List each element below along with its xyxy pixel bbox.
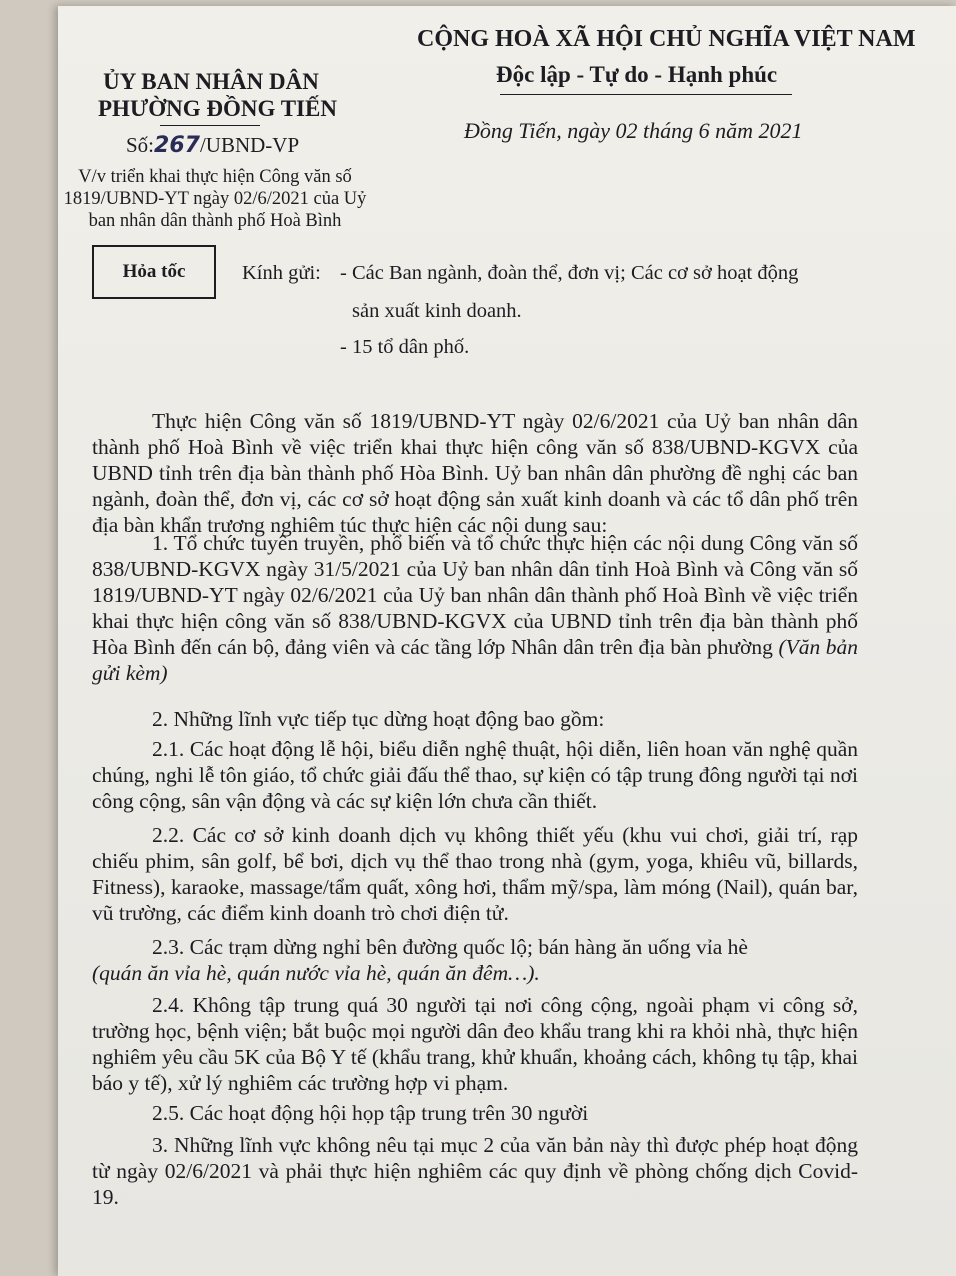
recipient-line-1: - Các Ban ngành, đoàn thể, đơn vị; Các cơ sở hoạt động [340,262,799,284]
paragraph-item-2 [92,706,858,732]
paragraph-item-2-2 [92,822,858,926]
item-2-5-text: 2.5. Các hoạt động hội họp tập trung trên 30 người [152,1101,589,1125]
item-2-1-text: 2.1. Các hoạt động lễ hội, biểu diễn nghệ thuật, hội diễn, liên hoan văn nghệ quần chúng, nghi lễ tôn giáo, tổ chức giải đấu thể thao, sự kiện có tập trung đông người tại nơi công cộng, sân vận động và các sự kiện lớn chưa cần thiết. [92,737,858,813]
national-motto: Độc lập - Tự do - Hạnh phúc [496,62,778,87]
issuing-authority [98,68,337,122]
document-number-handwritten: 267 [154,133,200,158]
recipient-greeting: Kính gửi: [242,262,321,284]
item-2-text: 2. Những lĩnh vực tiếp tục dừng hoạt động bao gồm: [152,707,605,731]
recipient-line-2: - 15 tổ dân phố. [340,336,470,358]
paragraph-item-2-4 [92,992,858,1096]
item-2-2-text: 2.2. Các cơ sở kinh doanh dịch vụ không thiết yếu (khu vui chơi, giải trí, rạp chiếu phim, sân golf, bể bơi, dịch vụ thể thao trong nhà (gym, yoga, khiêu vũ, billards, Fitness), karaoke, massage/tẩm quất, xông hơi, thẩm mỹ/spa, làm móng (Nail), quán bar, vũ trường, các điểm kinh doanh trò chơi điện tử. [92,823,858,925]
paragraph-intro [92,408,858,538]
national-title: CỘNG HOÀ XÃ HỘI CHỦ NGHĨA VIỆT NAM [417,26,916,52]
recipient-line-1-cont: sản xuất kinh doanh. [352,300,522,322]
document-number-suffix: /UBND-VP [199,133,300,157]
item-2-4-text: 2.4. Không tập trung quá 30 người tại nơi công cộng, ngoài phạm vi công sở, trường học, bệnh viện; bắt buộc mọi người dân đeo khẩu trang khi ra khỏi nhà, thực hiện nghiêm yêu cầu 5K của Bộ Y tế (khẩu trang, khử khuẩn, khoảng cách, không tụ tập, khai báo y tế), xử lý nghiêm các trường hợp vi phạm. [92,993,858,1095]
paragraph-item-1 [92,530,858,686]
subject-line: V/v triển khai thực hiện Công văn số [78,167,352,187]
paragraph-item-2-1 [92,736,858,814]
issuing-authority-line2: PHƯỜNG ĐỒNG TIẾN [98,96,337,121]
place-and-date: Đồng Tiến, ngày 02 tháng 6 năm 2021 [464,118,803,143]
subject-line: ban nhân dân thành phố Hoà Bình [88,211,342,231]
urgency-label: Hỏa tốc [122,261,186,282]
item-3-text: 3. Những lĩnh vực không nêu tại mục 2 của văn bản này thì được phép hoạt động từ ngày 02/6/2021 và phải thực hiện nghiêm các quy định về phòng chống dịch Covid-19. [92,1133,858,1209]
document-subject [50,166,380,232]
issuing-authority-line1: ỦY BAN NHÂN DÂN [103,69,319,94]
item-1-note: (Văn bản gửi kèm) [92,635,859,685]
motto-underline [500,94,792,95]
item-1-text: 1. Tổ chức tuyên truyền, phổ biến và tổ chức thực hiện các nội dung Công văn số 838/UBND-KGVX ngày 31/5/2021 của Uỷ ban nhân dân tỉnh Hoà Bình và Công văn số 1819/UBND-YT ngày 02/6/2021 của Uỷ ban nhân dân thành phố Hoà Bình về việc triển khai thực hiện công văn số 838/UBND-KGVX của UBND tỉnh trên địa bàn thành phố Hòa Bình đến cán bộ, đảng viên và các tầng lớp Nhân dân trên địa bàn phường [92,531,858,659]
document-number [126,133,299,158]
document-number-prefix: Số: [126,133,155,157]
item-2-3-text: 2.3. Các trạm dừng nghỉ bên đường quốc lộ; bán hàng ăn uống vỉa hè [152,935,748,959]
paragraph-item-2-5 [92,1100,858,1126]
subject-line: 1819/UBND-YT ngày 02/6/2021 của Uỷ [63,189,367,209]
intro-text: Thực hiện Công văn số 1819/UBND-YT ngày 02/6/2021 của Uỷ ban nhân dân thành phố Hoà Bình về việc triển khai thực hiện công văn số 838/UBND-KGVX của UBND tỉnh trên địa bàn thành phố Hòa Bình. Uỷ ban nhân dân phường đề nghị các ban ngành, đoàn thể, đơn vị, các cơ sở hoạt động sản xuất kinh doanh và các tổ dân phố trên địa bàn khẩn trương nghiêm túc thực hiện các nội dung sau: [92,409,858,537]
paragraph-item-3 [92,1132,858,1210]
urgency-box [92,245,216,299]
authority-underline [160,125,260,126]
item-2-3-note: (quán ăn vỉa hè, quán nước vỉa hè, quán ăn đêm…). [92,961,540,985]
paragraph-item-2-3 [92,934,858,986]
